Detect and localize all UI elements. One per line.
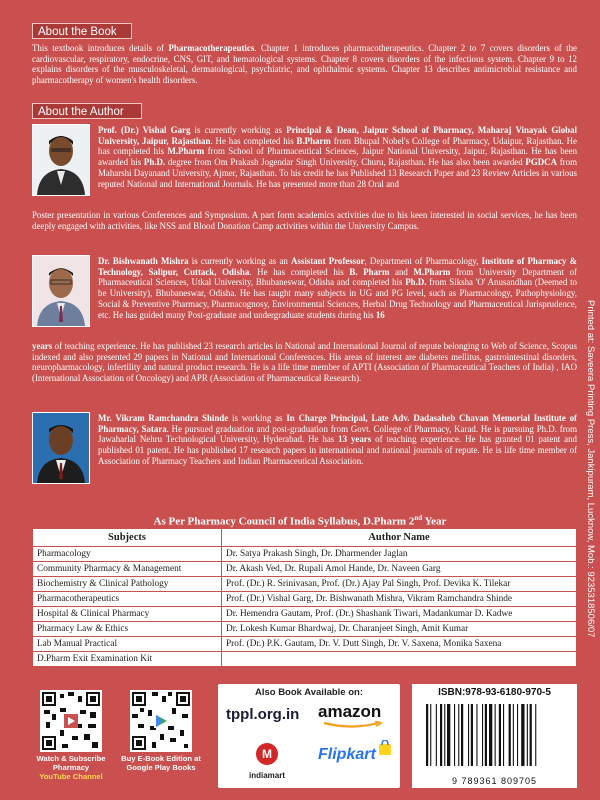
barcode-bar [489, 704, 492, 766]
svg-text:M: M [262, 747, 272, 761]
table-row: Lab Manual Practical Prof. (Dr.) P.K. Gautam, Dr. V. Dutt Singh, Dr. V. Saxena, Monika Saxena [33, 637, 577, 652]
author-bio-vishal-garg-cont: Poster presentation in various Conferences and Symposium. A part form academics activities due to his keen interested in social services, he has been deeply engaged with activities, like NSS and Blood Donation Camp activities within the University Campus. [32, 210, 577, 231]
isbn-barcode-box [412, 684, 577, 788]
barcode-digits: 9 789361 809705 [451, 776, 538, 786]
table-row: Pharmacy Law & Ethics Dr. Lokesh Kumar Bhardwaj, Dr. Charanjeet Singh, Amit Kumar [33, 622, 577, 637]
table-row: Pharmacotherapeutics Prof. (Dr.) Vishal Garg, Dr. Bishwanath Mishra, Vikram Ramchandra Shinde [33, 592, 577, 607]
barcode-bar [454, 704, 455, 766]
barcode-bar [535, 704, 536, 766]
indiamart-logo[interactable]: M indiamart [232, 742, 302, 782]
barcode-bar [476, 704, 477, 766]
availability-box [218, 684, 400, 788]
author-photo-bishwanath-mishra [32, 255, 90, 327]
author-bio-vikram-shinde: Mr. Vikram Ramchandra Shinde is working as In Charge Principal, Late Adv. Dadasaheb Chavan Memorial Institute of Pharmacy, Satara. He pursued graduation and post-graduation from Govt. College of Pharmacy, Karad. He is pursuing Ph.D. from Jawaharlal Nehru Technological University, Hyderabad. He has 13 years of teaching experience. He has granted 01 patent and published 01 patent. He has published 17 research papers in international and national journals of repute. He is life time member of Association of Pharmacy Teachers and Indian Pharmaceutical Association. [98, 413, 577, 466]
isbn-label: ISBN:978-93-6180-970-5 [438, 687, 551, 698]
table-header-row [33, 529, 577, 547]
barcode-bar [426, 704, 428, 766]
availability-title: Also Book Available on: [254, 687, 364, 698]
barcode-bar [430, 704, 431, 766]
about-book-heading: About the Book [32, 23, 132, 39]
table-row: D.Pharm Exit Examination Kit [33, 652, 577, 667]
table-row: Community Pharmacy & Management Dr. Akash Ved, Dr. Rupali Amol Hande, Dr. Naveen Garg [33, 562, 577, 577]
barcode-bar [513, 704, 514, 766]
col-subjects: Subjects [33, 529, 222, 547]
table-row: Pharmacology Dr. Satya Prakash Singh, Dr. Dharmender Jaglan [33, 547, 577, 562]
barcode-bar [461, 704, 463, 766]
tppl-link[interactable]: tppl.org.in [226, 706, 300, 723]
youtube-qr-code[interactable] [40, 690, 102, 752]
barcode-bar [436, 704, 437, 766]
author-photo-vishal-garg [32, 124, 90, 196]
barcode-bar [468, 704, 469, 766]
author-bio-bishwanath-mishra-cont: years of teaching experience. He has published 23 research articles in National and International Journal of repute belonging to Web of Science, Scopus indexed and also presented 29 papers in National and International Conferences. His areas of interest are diabetes mellitus, gastrointestinal disorders, neuropharmacology, infertility and natural product research. He is a life time member of APTI (Association of Pharmaceutical Teachers of India) , IAO (International Association of Oncology) and APR (Association of Pharmaceutical Research). [32, 341, 577, 384]
barcode-bar [499, 704, 501, 766]
barcode-bar [503, 704, 504, 766]
col-author-name: Author Name [222, 529, 577, 547]
barcode-bar [444, 704, 445, 766]
barcode-bar [471, 704, 473, 766]
subjects-table [32, 528, 577, 667]
barcode-bar [517, 704, 518, 766]
table-row: Hospital & Clinical Pharmacy Dr. Hemendra Gautam, Prof. (Dr.) Shashank Tiwari, Madankumar D. Kadwe [33, 607, 577, 622]
barcode-bar [482, 704, 483, 766]
barcode-bar [485, 704, 487, 766]
indiamart-icon [254, 742, 280, 766]
google-play-qr-code[interactable] [130, 690, 192, 752]
youtube-caption: Watch & Subscribe Pharmacy YouTube Channel [36, 754, 106, 781]
barcode-bar [440, 704, 442, 766]
flipkart-bag-icon [378, 740, 392, 756]
flipkart-logo[interactable]: Flipkart [318, 746, 394, 776]
author-photo-vikram-shinde [32, 412, 90, 484]
barcode-bar [530, 704, 532, 766]
barcode-bar [521, 704, 524, 766]
table-row: Biochemistry & Clinical Pathology Prof. (Dr.) R. Srinivasan, Prof. (Dr.) Ajay Pal Singh, Prof. Devika K. Tilekar [33, 577, 577, 592]
barcode-bar [458, 704, 459, 766]
amazon-logo[interactable]: amazon [318, 702, 394, 728]
syllabus-title: As Per Pharmacy Council of India Syllabus, D.Pharm 2nd Year [153, 514, 447, 528]
google-play-caption: Buy E-Book Edition at Google Play Books [121, 754, 201, 772]
barcode-bar [447, 704, 450, 766]
author-bio-bishwanath-mishra: Dr. Bishwanath Mishra is currently working as an Assistant Professor, Department of Pharmacology, Institute of Pharmacy & Technology, Salipur, Cuttack, Odisha. He has completed his B. Pharm and M.Pharm from University Department of Pharmaceutical Sciences, Utkal University, Bhubaneswar, Odisha and completed his Ph.D. from Siksha 'O' Anusandhan (Deemed to be University), Bhubaneswar, Odisha. He has taught many subjects in UG and PG level, such as Pharmacology, Pathophysiology, Social & Preventive Pharmacy, Pharmacognosy, Environmental Sciences, Herbal Drug Technology and Pharmaceutical Jurisprudence, etc. He has guided many Post-graduate and undergraduate students during his 16 [98, 256, 577, 320]
barcode [424, 704, 566, 774]
about-book-text: This textbook introduces details of Pharmacotherapeutics. Chapter 1 introduces pharmacotherapeutics. Chapter 2 to 7 covers disorders of the cardiovascular, respiratory, endocrine, CNS, GIT, and hematological systems. Chapter 8 covers disorders of the infectious system. Chapter 9 to 12 explains disorders of the musculoskeletal, dermatological, psychiatric, and ophthalmic systems. Chapter 13 describes antimicrobial resistance and pharmacotherapy of women's health disorders. [32, 43, 577, 86]
printer-imprint: Printed at: Saveera Printing Press, Jankipuram, Lucknow, Mob.: 9235318506/07 [585, 300, 596, 638]
barcode-bar [527, 704, 528, 766]
barcode-bar [495, 704, 496, 766]
author-bio-vishal-garg: Prof. (Dr.) Vishal Garg is currently working as Principal & Dean, Jaipur School of Pharmacy, Maharaj Vinayak Global University, Jaipur, Rajasthan. He has completed his B.Pharm from Bhupal Nobel's College of Pharmacy, Udaipur, Rajasthan. He has completed his M.Pharm from School of Pharmaceutical Sciences, Jaipur National University, Jaipur, Rajasthan. He has been awarded his Ph.D. degree from Om Prakash Jogendar Singh University, Churu, Rajasthan. He has also been awarded PGDCA from Maharshi Dayanand University, Ajmer, Rajasthan. To his credit he has Published 13 Research Paper and 23 Review Articles in various reputed National and International Journals. He has presented more than 28 Oral and [98, 125, 578, 189]
barcode-bar [509, 704, 511, 766]
about-author-heading: About the Author [32, 103, 142, 119]
